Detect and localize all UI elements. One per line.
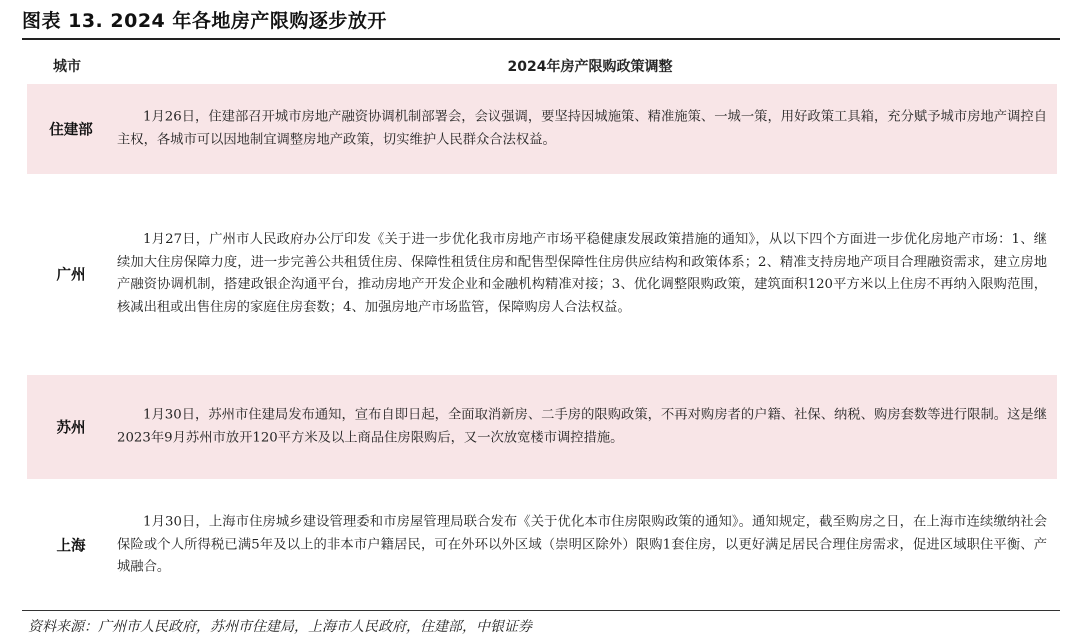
source-note: 资料来源：广州市人民政府，苏州市住建局，上海市人民政府，住建部，中银证券	[28, 619, 532, 635]
table-row	[27, 490, 1057, 600]
source-rule	[22, 610, 1060, 611]
column-header-city: 城市	[53, 59, 81, 75]
row-city: 住建部	[49, 122, 93, 139]
table-row	[27, 194, 1057, 354]
table-row	[27, 375, 1057, 479]
row-policy-text: 1月27日，广州市人民政府办公厅印发《关于进一步优化我市房地产市场平稳健康发展政策措施的通知》，从以下四个方面进一步优化房地产市场：1、继续加大住房保障力度，进一步完善公共租赁住房、保障性租赁住房和配售型保障性住房供应结构和政策体系；2、精准支持房地产项目合理融资需求，建立房地产融资协调机制，搭建政银企沟通平台，推动房地产开发企业和金融机构精准对接；3、优化调整限购政策，建筑面积120平方米以上住房不再纳入限购范围，核减出租或出售住房的家庭住房套数；4、加强房地产市场监管，保障购房人合法权益。	[117, 232, 1047, 315]
row-policy-text: 1月30日，上海市住房城乡建设管理委和市房屋管理局联合发布《关于优化本市住房限购政策的通知》。通知规定，截至购房之日，在上海市连续缴纳社会保险或个人所得税已满5年及以上的非本市户籍居民，可在外环以外区域（崇明区除外）限购1套住房，以更好满足居民合理住房需求，促进区域职住平衡、产城融合。	[117, 514, 1047, 575]
figure-title: 图表 13. 2024 年各地房产限购逐步放开	[22, 10, 387, 32]
row-policy-text: 1月30日，苏州市住建局发布通知，宣布自即日起，全面取消新房、二手房的限购政策，不再对购房者的户籍、社保、纳税、购房套数等进行限制。这是继2023年9月苏州市放开120平方米及以上商品住房限购后，又一次放宽楼市调控措施。	[117, 407, 1047, 445]
row-city: 苏州	[56, 420, 86, 437]
title-rule	[22, 38, 1060, 40]
row-city: 广州	[56, 267, 86, 284]
table-row	[27, 84, 1057, 174]
row-city: 上海	[56, 538, 86, 555]
column-header-policy: 2024年房产限购政策调整	[507, 59, 673, 75]
row-policy-text: 1月26日，住建部召开城市房地产融资协调机制部署会，会议强调，要坚持因城施策、精准施策、一城一策，用好政策工具箱，充分赋予城市房地产调控自主权，各城市可以因地制宜调整房地产政策，切实维护人民群众合法权益。	[117, 109, 1047, 147]
